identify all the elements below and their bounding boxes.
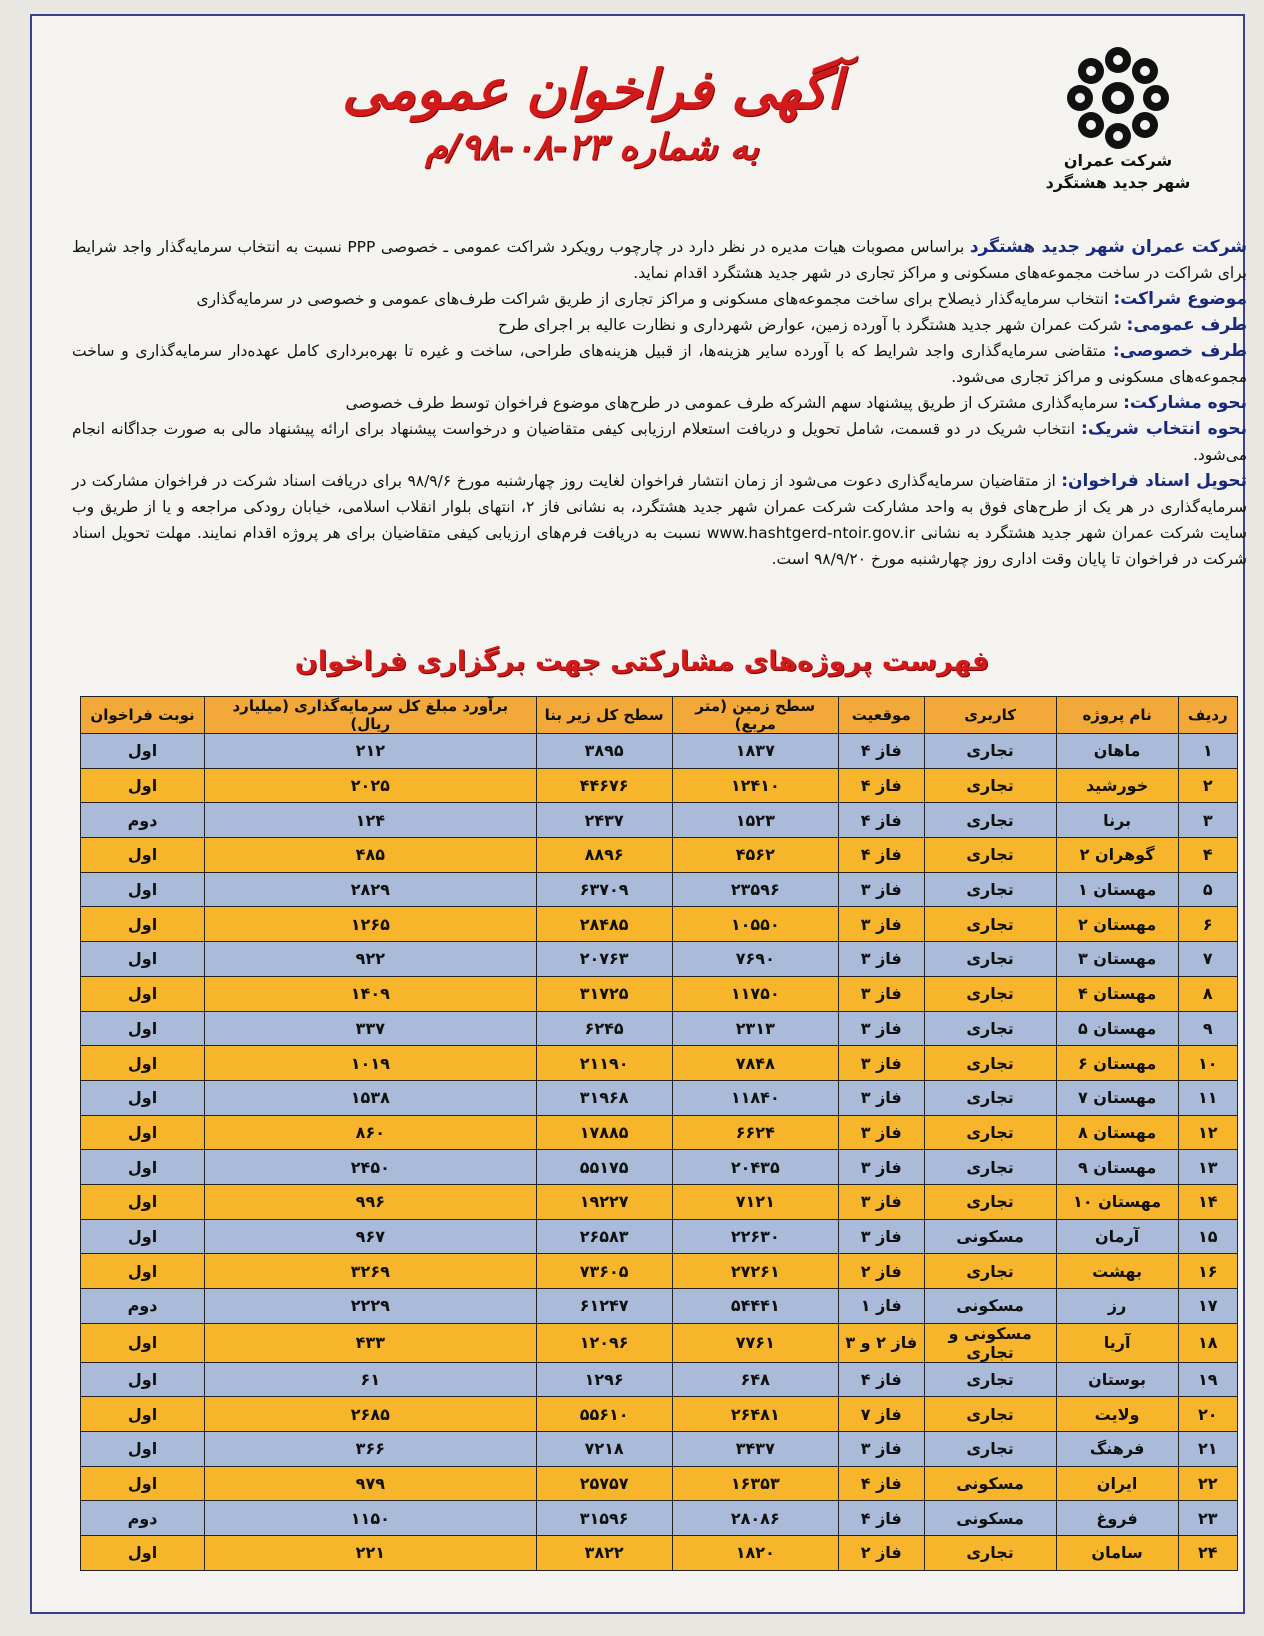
cell-investment-estimate: ۱۲۴ <box>205 803 537 838</box>
cell-built-area: ۲۰۷۶۳ <box>536 942 672 977</box>
cell-project-name: خورشید <box>1056 768 1178 803</box>
cell-usage: تجاری <box>924 1362 1056 1397</box>
cell-built-area: ۳۱۵۹۶ <box>536 1501 672 1536</box>
cell-row-number: ۲۴ <box>1178 1536 1237 1571</box>
cell-location: فاز ۱ <box>838 1289 924 1324</box>
cell-land-area: ۱۱۷۵۰ <box>672 976 838 1011</box>
cell-land-area: ۶۶۲۴ <box>672 1115 838 1150</box>
cell-land-area: ۲۳۱۳ <box>672 1011 838 1046</box>
table-row <box>81 976 1238 1011</box>
cell-usage: تجاری <box>924 768 1056 803</box>
cell-call-round: اول <box>81 907 205 942</box>
cell-call-round: اول <box>81 942 205 977</box>
intro-text-7a: از متقاضیان سرمایه‌گذاری دعوت می‌شود از زمان انتشار فراخوان لغایت روز چهارشنبه مورخ ۹۸/۹/۶ برای دریافت اسناد شرکت در فراخوان مشارکت در سرمایه‌گذاری در هر یک از طرح‌های فوق به واحد مشارکت شرکت عمران شهر جدید هشتگرد، به نشانی فاز ۲، انتهای بلوار انقلاب اسلامی، خیابان رودکی مراجعه و یا از طریق وب سایت شرکت عمران شهر جدید هشتگرد به نشانی <box>72 472 1247 542</box>
cell-call-round: اول <box>81 1219 205 1254</box>
cell-location: فاز ۳ <box>838 1432 924 1467</box>
cell-location: فاز ۲ <box>838 1254 924 1289</box>
cell-row-number: ۱۲ <box>1178 1115 1237 1150</box>
cell-investment-estimate: ۸۶۰ <box>205 1115 537 1150</box>
cell-location: فاز ۳ <box>838 1080 924 1115</box>
cell-location: فاز ۳ <box>838 1046 924 1081</box>
cell-row-number: ۳ <box>1178 803 1237 838</box>
cell-row-number: ۱۰ <box>1178 1046 1237 1081</box>
cell-project-name: ماهان <box>1056 734 1178 769</box>
cell-usage: مسکونی <box>924 1466 1056 1501</box>
cell-built-area: ۳۸۹۵ <box>536 734 672 769</box>
cell-usage: تجاری <box>924 1536 1056 1571</box>
cell-land-area: ۲۰۴۳۵ <box>672 1150 838 1185</box>
cell-project-name: مهستان ۲ <box>1056 907 1178 942</box>
cell-project-name: ایران <box>1056 1466 1178 1501</box>
table-row <box>81 1323 1238 1362</box>
cell-usage: تجاری <box>924 734 1056 769</box>
cell-project-name: رز <box>1056 1289 1178 1324</box>
table-row <box>81 734 1238 769</box>
cell-investment-estimate: ۲۲۱ <box>205 1536 537 1571</box>
cell-row-number: ۱۵ <box>1178 1219 1237 1254</box>
cell-location: فاز ۳ <box>838 907 924 942</box>
intro-text-4: متقاضی سرمایه‌گذاری واجد شرایط که با آورده سایر هزینه‌ها، از قبیل هزینه‌های طراحی، ساخت و غیره تا بهره‌برداری کامل عهده‌دار سرمایه‌گذاری و ساخت مجموعه‌های مسکونی و مراکز تجاری می‌شود. <box>72 342 1247 386</box>
intro-paragraph-5 <box>72 390 1247 416</box>
cell-row-number: ۲ <box>1178 768 1237 803</box>
projects-table <box>80 696 1238 1571</box>
cell-call-round: دوم <box>81 1289 205 1324</box>
table-row <box>81 1501 1238 1536</box>
cell-row-number: ۹ <box>1178 1011 1237 1046</box>
cell-row-number: ۶ <box>1178 907 1237 942</box>
cell-project-name: بهشت <box>1056 1254 1178 1289</box>
website-link[interactable]: www.hashtgerd-ntoir.gov.ir <box>706 524 915 542</box>
cell-call-round: اول <box>81 1323 205 1362</box>
page-subtitle: به شماره ۲۳-۰۸-۹۸/م <box>425 127 759 168</box>
cell-built-area: ۵۵۶۱۰ <box>536 1397 672 1432</box>
intro-text-2: انتخاب سرمایه‌گذار ذیصلاح برای ساخت مجموعه‌های مسکونی و مراکز تجاری از طریق شراکت طرف‌های عمومی و خصوصی در سرمایه‌گذاری <box>196 290 1114 308</box>
table-row <box>81 1432 1238 1467</box>
cell-land-area: ۲۷۲۶۱ <box>672 1254 838 1289</box>
intro-text-5: سرمایه‌گذاری مشترک از طریق پیشنهاد سهم الشرکه طرف عمومی در طرح‌های موضوع فراخوان توسط طرف خصوصی <box>345 394 1124 412</box>
cell-project-name: فرهنگ <box>1056 1432 1178 1467</box>
intro-text <box>72 234 1247 572</box>
cell-built-area: ۱۲۰۹۶ <box>536 1323 672 1362</box>
intro-paragraph-3 <box>72 312 1247 338</box>
cell-built-area: ۳۱۷۲۵ <box>536 976 672 1011</box>
cell-built-area: ۶۲۴۵ <box>536 1011 672 1046</box>
col-header-location: موقعیت <box>838 697 924 734</box>
intro-text-6: انتخاب شریک در دو قسمت، شامل تحویل و دریافت استعلام ارزیابی کیفی متقاضیان و درخواست پیشنهاد برای ارائه پیشنهاد مالی به صورت جداگانه انجام می‌شود. <box>72 420 1247 464</box>
intro-text-7b: نسبت به دریافت فرم‌های ارزیابی کیفی متقاضیان برای هر پروژه اقدام نمایند. مهلت تحویل اسناد شرکت در فراخوان تا پایان وقت اداری روز چهارشنبه مورخ ۹۸/۹/۲۰ است. <box>72 524 1247 568</box>
intro-label-6: نحوه انتخاب شریک: <box>1081 419 1247 439</box>
cell-investment-estimate: ۱۴۰۹ <box>205 976 537 1011</box>
cell-project-name: مهستان ۱۰ <box>1056 1184 1178 1219</box>
cell-investment-estimate: ۲۸۲۹ <box>205 872 537 907</box>
cell-call-round: دوم <box>81 1501 205 1536</box>
advertisement-page <box>30 14 1245 1614</box>
cell-land-area: ۳۴۳۷ <box>672 1432 838 1467</box>
table-row <box>81 1080 1238 1115</box>
intro-text-3: شرکت عمران شهر جدید هشتگرد با آورده زمین، عوارض شهرداری و نظارت عالیه بر اجرای طرح <box>498 316 1127 334</box>
table-row <box>81 1397 1238 1432</box>
cell-land-area: ۲۸۰۸۶ <box>672 1501 838 1536</box>
cell-location: فاز ۳ <box>838 872 924 907</box>
cell-call-round: اول <box>81 1046 205 1081</box>
table-row <box>81 1289 1238 1324</box>
cell-investment-estimate: ۲۴۵۰ <box>205 1150 537 1185</box>
col-header-built-area: سطح کل زیر بنا <box>536 697 672 734</box>
intro-paragraph-2 <box>72 286 1247 312</box>
cell-investment-estimate: ۲۱۲ <box>205 734 537 769</box>
table-row <box>81 942 1238 977</box>
table-row <box>81 907 1238 942</box>
cell-call-round: اول <box>81 838 205 873</box>
cell-built-area: ۳۱۹۶۸ <box>536 1080 672 1115</box>
cell-usage: تجاری <box>924 1432 1056 1467</box>
cell-investment-estimate: ۹۲۲ <box>205 942 537 977</box>
cell-investment-estimate: ۲۶۸۵ <box>205 1397 537 1432</box>
cell-investment-estimate: ۳۲۶۹ <box>205 1254 537 1289</box>
cell-built-area: ۱۹۲۲۷ <box>536 1184 672 1219</box>
table-row <box>81 1362 1238 1397</box>
logo-line-2: شهر جدید هشتگرد <box>1045 173 1191 192</box>
cell-call-round: اول <box>81 1432 205 1467</box>
cell-investment-estimate: ۱۲۶۵ <box>205 907 537 942</box>
cell-project-name: بوستان <box>1056 1362 1178 1397</box>
cell-land-area: ۲۲۶۳۰ <box>672 1219 838 1254</box>
cell-land-area: ۷۸۴۸ <box>672 1046 838 1081</box>
cell-investment-estimate: ۲۰۲۵ <box>205 768 537 803</box>
cell-row-number: ۸ <box>1178 976 1237 1011</box>
cell-location: فاز ۴ <box>838 803 924 838</box>
cell-project-name: سامان <box>1056 1536 1178 1571</box>
cell-project-name: مهستان ۹ <box>1056 1150 1178 1185</box>
cell-call-round: اول <box>81 1011 205 1046</box>
cell-location: فاز ۴ <box>838 734 924 769</box>
table-row <box>81 768 1238 803</box>
cell-row-number: ۲۰ <box>1178 1397 1237 1432</box>
cell-usage: تجاری <box>924 1150 1056 1185</box>
cell-built-area: ۶۳۷۰۹ <box>536 872 672 907</box>
cell-call-round: اول <box>81 976 205 1011</box>
cell-built-area: ۱۷۸۸۵ <box>536 1115 672 1150</box>
logo-line-1: شرکت عمران <box>1063 151 1173 170</box>
cell-location: فاز ۳ <box>838 1184 924 1219</box>
cell-land-area: ۱۸۲۰ <box>672 1536 838 1571</box>
cell-row-number: ۱۴ <box>1178 1184 1237 1219</box>
cell-call-round: اول <box>81 1184 205 1219</box>
cell-row-number: ۱۹ <box>1178 1362 1237 1397</box>
intro-label-1: شرکت عمران شهر جدید هشتگرد <box>969 237 1247 257</box>
cell-investment-estimate: ۹۹۶ <box>205 1184 537 1219</box>
cell-row-number: ۱ <box>1178 734 1237 769</box>
table-row <box>81 872 1238 907</box>
cell-call-round: اول <box>81 1150 205 1185</box>
cell-project-name: فروغ <box>1056 1501 1178 1536</box>
cell-row-number: ۵ <box>1178 872 1237 907</box>
cell-project-name: مهستان ۶ <box>1056 1046 1178 1081</box>
cell-location: فاز ۴ <box>838 1466 924 1501</box>
table-row <box>81 1011 1238 1046</box>
cell-investment-estimate: ۹۶۷ <box>205 1219 537 1254</box>
header <box>282 56 902 172</box>
page-title: آگهی فراخوان عمومی <box>341 58 843 121</box>
cell-land-area: ۱۵۲۳ <box>672 803 838 838</box>
cell-call-round: اول <box>81 1115 205 1150</box>
cell-built-area: ۷۳۶۰۵ <box>536 1254 672 1289</box>
intro-text-1: براساس مصوبات هیات مدیره در نظر دارد در چارچوب رویکرد شراکت عمومی ـ خصوصی PPP نسبت به انتخاب سرمایه‌گذار واجد شرایط برای شراکت در ساخت مجموعه‌های مسکونی و مراکز تجاری در شهر جدید هشتگرد اقدام نماید. <box>72 238 1247 282</box>
cell-investment-estimate: ۴۳۳ <box>205 1323 537 1362</box>
projects-list-title: فهرست پروژه‌های مشارکتی جهت برگزاری فراخوان <box>294 646 990 677</box>
cell-row-number: ۱۶ <box>1178 1254 1237 1289</box>
cell-usage: تجاری <box>924 872 1056 907</box>
cell-project-name: آرمان <box>1056 1219 1178 1254</box>
cell-built-area: ۲۱۱۹۰ <box>536 1046 672 1081</box>
cell-land-area: ۴۵۶۲ <box>672 838 838 873</box>
cell-project-name: گوهران ۲ <box>1056 838 1178 873</box>
col-header-usage: کاربری <box>924 697 1056 734</box>
cell-location: فاز ۳ <box>838 1011 924 1046</box>
cell-land-area: ۷۶۹۰ <box>672 942 838 977</box>
intro-paragraph-1 <box>72 234 1247 286</box>
col-header-land-area: سطح زمین (متر مربع) <box>672 697 838 734</box>
cell-land-area: ۶۴۸ <box>672 1362 838 1397</box>
cell-location: فاز ۴ <box>838 838 924 873</box>
cell-location: فاز ۲ و ۳ <box>838 1323 924 1362</box>
company-logo <box>1033 46 1203 194</box>
cell-project-name: مهستان ۸ <box>1056 1115 1178 1150</box>
cell-land-area: ۲۳۵۹۶ <box>672 872 838 907</box>
intro-label-2: موضوع شراکت: <box>1113 289 1247 309</box>
cell-project-name: ولایت <box>1056 1397 1178 1432</box>
cell-investment-estimate: ۳۶۶ <box>205 1432 537 1467</box>
cell-row-number: ۲۱ <box>1178 1432 1237 1467</box>
cell-usage: تجاری <box>924 1115 1056 1150</box>
cell-investment-estimate: ۱۵۳۸ <box>205 1080 537 1115</box>
intro-label-3: طرف عمومی: <box>1126 315 1247 335</box>
cell-location: فاز ۳ <box>838 1115 924 1150</box>
col-header-row-number: ردیف <box>1178 697 1237 734</box>
intro-paragraph-7 <box>72 468 1247 572</box>
cell-built-area: ۲۸۴۸۵ <box>536 907 672 942</box>
cell-usage: تجاری <box>924 942 1056 977</box>
col-header-investment-estimate: برآورد مبلغ کل سرمایه‌گذاری (میلیارد ریال) <box>205 697 537 734</box>
intro-paragraph-6 <box>72 416 1247 468</box>
cell-usage: تجاری <box>924 1184 1056 1219</box>
cell-land-area: ۱۲۴۱۰ <box>672 768 838 803</box>
cell-usage: تجاری <box>924 838 1056 873</box>
cell-location: فاز ۳ <box>838 1150 924 1185</box>
cell-row-number: ۴ <box>1178 838 1237 873</box>
cell-investment-estimate: ۴۸۵ <box>205 838 537 873</box>
cell-land-area: ۱۶۳۵۳ <box>672 1466 838 1501</box>
cell-project-name: مهستان ۱ <box>1056 872 1178 907</box>
cell-built-area: ۳۸۲۲ <box>536 1536 672 1571</box>
cell-land-area: ۷۱۲۱ <box>672 1184 838 1219</box>
cell-usage: مسکونی <box>924 1219 1056 1254</box>
cell-location: فاز ۴ <box>838 768 924 803</box>
table-row <box>81 1219 1238 1254</box>
cell-usage: تجاری <box>924 1080 1056 1115</box>
cell-project-name: مهستان ۳ <box>1056 942 1178 977</box>
cell-row-number: ۱۸ <box>1178 1323 1237 1362</box>
cell-land-area: ۱۱۸۴۰ <box>672 1080 838 1115</box>
cell-built-area: ۱۲۹۶ <box>536 1362 672 1397</box>
cell-built-area: ۷۲۱۸ <box>536 1432 672 1467</box>
cell-land-area: ۱۸۳۷ <box>672 734 838 769</box>
intro-label-5: نحوه مشارکت: <box>1123 393 1247 413</box>
intro-label-4: طرف خصوصی: <box>1112 341 1247 361</box>
cell-project-name: مهستان ۷ <box>1056 1080 1178 1115</box>
cell-call-round: اول <box>81 1466 205 1501</box>
cell-land-area: ۷۷۶۱ <box>672 1323 838 1362</box>
cell-built-area: ۲۴۳۷ <box>536 803 672 838</box>
cell-usage: مسکونی <box>924 1289 1056 1324</box>
cell-usage: تجاری <box>924 1397 1056 1432</box>
cell-location: فاز ۳ <box>838 942 924 977</box>
table-row <box>81 1254 1238 1289</box>
cell-location: فاز ۳ <box>838 1219 924 1254</box>
cell-call-round: اول <box>81 1536 205 1571</box>
cell-land-area: ۲۶۴۸۱ <box>672 1397 838 1432</box>
cell-location: فاز ۴ <box>838 1501 924 1536</box>
cell-location: فاز ۷ <box>838 1397 924 1432</box>
cell-investment-estimate: ۳۳۷ <box>205 1011 537 1046</box>
table-row <box>81 1466 1238 1501</box>
cell-project-name: مهستان ۴ <box>1056 976 1178 1011</box>
cell-row-number: ۱۳ <box>1178 1150 1237 1185</box>
intro-label-7: تحویل اسناد فراخوان: <box>1061 471 1247 491</box>
cell-location: فاز ۳ <box>838 976 924 1011</box>
table-row <box>81 803 1238 838</box>
cell-row-number: ۲۳ <box>1178 1501 1237 1536</box>
cell-call-round: دوم <box>81 803 205 838</box>
cell-usage: تجاری <box>924 907 1056 942</box>
cell-land-area: ۵۴۴۴۱ <box>672 1289 838 1324</box>
table-row <box>81 1046 1238 1081</box>
cell-land-area: ۱۰۵۵۰ <box>672 907 838 942</box>
cell-investment-estimate: ۹۷۹ <box>205 1466 537 1501</box>
cell-project-name: برنا <box>1056 803 1178 838</box>
col-header-call-round: نوبت فراخوان <box>81 697 205 734</box>
cell-built-area: ۲۶۵۸۳ <box>536 1219 672 1254</box>
cell-usage: تجاری <box>924 1046 1056 1081</box>
cell-location: فاز ۲ <box>838 1536 924 1571</box>
table-body <box>81 734 1238 1571</box>
cell-built-area: ۲۵۷۵۷ <box>536 1466 672 1501</box>
cell-built-area: ۸۸۹۶ <box>536 838 672 873</box>
table-header-row <box>81 697 1238 734</box>
cell-usage: تجاری <box>924 976 1056 1011</box>
cell-usage: تجاری <box>924 803 1056 838</box>
cell-built-area: ۶۱۲۴۷ <box>536 1289 672 1324</box>
cell-usage: تجاری <box>924 1254 1056 1289</box>
cell-investment-estimate: ۱۱۵۰ <box>205 1501 537 1536</box>
cell-call-round: اول <box>81 734 205 769</box>
cell-row-number: ۱۷ <box>1178 1289 1237 1324</box>
cell-row-number: ۲۲ <box>1178 1466 1237 1501</box>
cell-project-name: آریا <box>1056 1323 1178 1362</box>
cell-built-area: ۴۴۶۷۶ <box>536 768 672 803</box>
intro-paragraph-4 <box>72 338 1247 390</box>
cell-call-round: اول <box>81 1254 205 1289</box>
table-row <box>81 1150 1238 1185</box>
col-header-project-name: نام پروژه <box>1056 697 1178 734</box>
cell-call-round: اول <box>81 1397 205 1432</box>
table-row <box>81 838 1238 873</box>
cell-project-name: مهستان ۵ <box>1056 1011 1178 1046</box>
cell-call-round: اول <box>81 768 205 803</box>
cell-usage: مسکونی و تجاری <box>924 1323 1056 1362</box>
company-logo-icon <box>1066 46 1170 150</box>
cell-usage: تجاری <box>924 1011 1056 1046</box>
table-row <box>81 1536 1238 1571</box>
cell-investment-estimate: ۲۲۲۹ <box>205 1289 537 1324</box>
cell-call-round: اول <box>81 1080 205 1115</box>
cell-investment-estimate: ۶۱ <box>205 1362 537 1397</box>
cell-usage: مسکونی <box>924 1501 1056 1536</box>
cell-investment-estimate: ۱۰۱۹ <box>205 1046 537 1081</box>
cell-row-number: ۱۱ <box>1178 1080 1237 1115</box>
cell-row-number: ۷ <box>1178 942 1237 977</box>
table-row <box>81 1184 1238 1219</box>
cell-built-area: ۵۵۱۷۵ <box>536 1150 672 1185</box>
cell-call-round: اول <box>81 872 205 907</box>
cell-call-round: اول <box>81 1362 205 1397</box>
table-row <box>81 1115 1238 1150</box>
cell-location: فاز ۴ <box>838 1362 924 1397</box>
